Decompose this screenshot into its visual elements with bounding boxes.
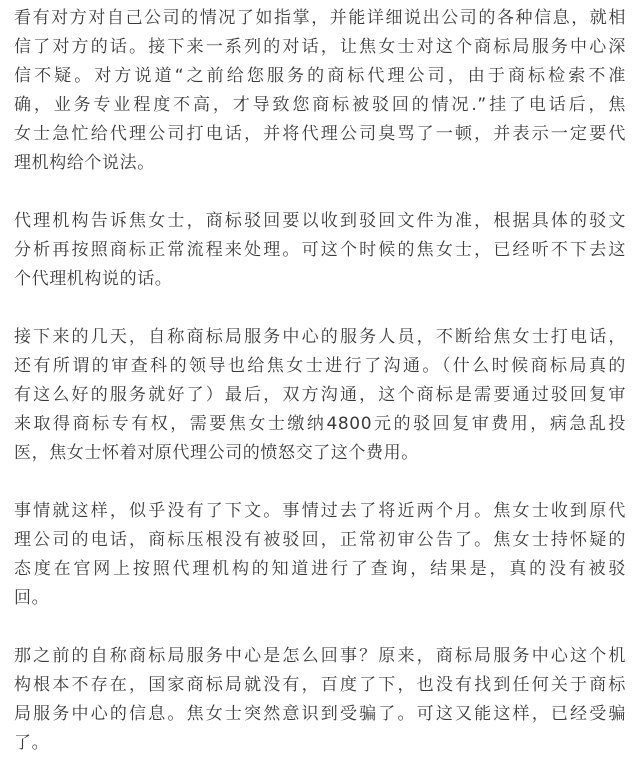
text-line: 理机构给个说法。 <box>14 153 155 173</box>
text-line: 医，焦女士怀着对原代理公司的愤怒交了这个费用。 <box>14 443 419 463</box>
text-line: 有这么好的服务就好了）最后，双方沟通，这个商标是需要通过驳回复审 <box>14 385 626 405</box>
paragraph-2 <box>14 207 626 294</box>
text-line: 信了对方的话。接下来一系列的对话，让焦女士对这个商标局服务中心深 <box>14 37 626 57</box>
text-line: 回。 <box>14 588 50 608</box>
paragraph-1 <box>14 4 626 178</box>
text-line: 那之前的自称商标局服务中心是怎么回事？原来，商标局服务中心这个机 <box>14 646 626 666</box>
text-line: 了。 <box>14 733 50 753</box>
text-line: 理公司的电话，商标压根没有被驳回，正常初审公告了。焦女士持怀疑的 <box>14 530 626 550</box>
text-line: 事情就这样，似乎没有了下文。事情过去了将近两个月。焦女士收到原代 <box>14 501 626 521</box>
text-line: 构根本不存在，国家商标局就没有，百度了下，也没有找到任何关于商标 <box>14 675 626 695</box>
text-line: 女士急忙给代理公司打电话，并将代理公司臭骂了一顿，并表示一定要代 <box>14 124 626 144</box>
text-line: 局服务中心的信息。焦女士突然意识到受骗了。可这又能这样，已经受骗 <box>14 704 626 724</box>
text-line: 看有对方对自己公司的情况了如指掌，并能详细说出公司的各种信息，就相 <box>14 8 626 28</box>
paragraph-4 <box>14 497 626 613</box>
text-line: 代理机构告诉焦女士，商标驳回要以收到驳回文件为准，根据具体的驳文 <box>14 211 626 231</box>
text-line: 确，业务专业程度不高，才导致您商标被驳回的情况.”挂了电话后，焦 <box>14 95 626 115</box>
text-line: 信不疑。对方说道“之前给您服务的商标代理公司，由于商标检索不准 <box>14 66 626 86</box>
text-line: 态度在官网上按照代理机构的知道进行了查询，结果是，真的没有被驳 <box>14 559 626 579</box>
paragraph-3 <box>14 323 626 468</box>
text-line: 来取得商标专有权，需要焦女士缴纳4800元的驳回复审费用，病急乱投 <box>14 414 626 434</box>
text-line: 个代理机构说的话。 <box>14 269 173 289</box>
text-line: 接下来的几天，自称商标局服务中心的服务人员，不断给焦女士打电话， <box>14 327 626 347</box>
text-line: 还有所谓的审查科的领导也给焦女士进行了沟通。（什么时候商标局真的 <box>14 356 626 376</box>
paragraph-5 <box>14 642 626 758</box>
text-line: 分析再按照商标正常流程来处理。可这个时候的焦女士，已经听不下去这 <box>14 240 626 260</box>
